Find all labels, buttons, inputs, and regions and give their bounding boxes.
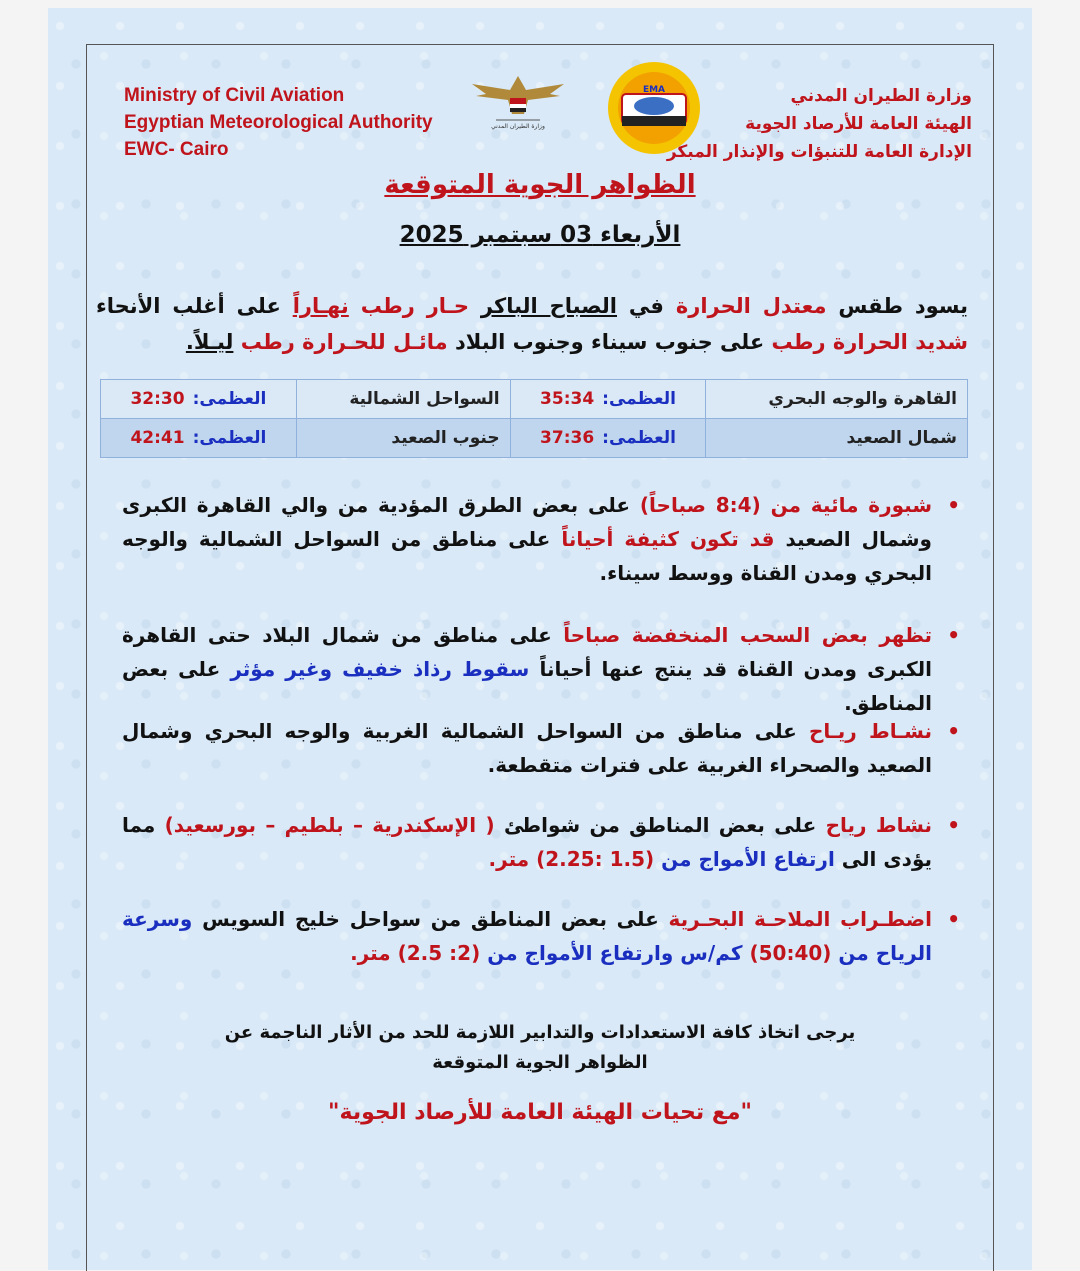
item-text: على مناطق من السواحل الشمالية والوجه البحري ومدن القناة ووسط سيناء. (122, 527, 932, 585)
item-highlight: تظهر بعض السحب المنخفضة صباحاً (563, 623, 932, 647)
max-temp-value: 35:34 (540, 389, 595, 409)
bullet-dot-icon: • (947, 813, 960, 837)
item-highlight: متر. (350, 941, 391, 965)
english-header (124, 82, 433, 163)
intro-highlight: مائـل للحـرارة رطب (240, 330, 448, 354)
list-item-navigation (122, 902, 960, 970)
item-highlight: قد تكون كثيفة أحياناً (561, 527, 775, 551)
max-label: العظمى: (192, 428, 267, 448)
bullet-dot-icon: • (947, 623, 960, 647)
max-label: العظمى: (192, 389, 267, 409)
general-weather-paragraph (96, 288, 968, 360)
item-text: على بعض المناطق من شواطئ (503, 813, 817, 837)
bulletin-title: الظواهر الجوية المتوقعة (384, 170, 696, 200)
max-temp-value: 37:36 (540, 428, 595, 448)
list-item-fog (122, 488, 960, 590)
max-temp-cell (510, 419, 706, 458)
intro-highlight: نهـاراً (292, 294, 349, 318)
arabic-header (667, 82, 972, 166)
eagle-logo-caption: وزارة الطيران المدني (491, 123, 545, 130)
authority-name-ar: الهيئة العامة للأرصاد الجوية (745, 114, 972, 134)
region-name: القاهرة والوجه البحري (706, 380, 968, 419)
closing-line: يرجى اتخاذ كافة الاستعدادات والتدابير اللازمة للحد من الأثار الناجمة عن (224, 1022, 856, 1043)
department-name-ar: الإدارة العامة للتنبؤات والإنذار المبكر (666, 142, 972, 162)
item-text: على بعض المناطق من سواحل خليج السويس (202, 907, 659, 931)
intro-underlined: ليـلاً. (185, 330, 234, 354)
item-highlight: نشاط رياح (825, 813, 932, 837)
item-highlight-blue: ارتفاع الأمواج من (661, 847, 835, 871)
intro-text: على أغلب الأنحاء (96, 294, 281, 318)
item-highlight: (1.5 :2.25) (536, 847, 655, 871)
intro-highlight: حـار رطب (360, 294, 470, 318)
item-highlight: ( الإسكندرية – بلطيم – بورسعيد) (164, 813, 495, 837)
closing-note (0, 1018, 1080, 1078)
ministry-name-ar: وزارة الطيران المدني (790, 86, 972, 106)
bullet-dot-icon: • (947, 493, 960, 517)
list-item-winds (122, 714, 960, 782)
intro-highlight: معتدل الحرارة (675, 294, 827, 318)
max-temp-value: 42:41 (130, 428, 185, 448)
max-temp-cell (510, 380, 706, 419)
civil-aviation-eagle-logo (466, 68, 570, 136)
item-highlight: نشـاط ريـاح (809, 719, 932, 743)
max-temp-cell (101, 380, 297, 419)
table-row (101, 419, 968, 458)
region-name: السواحل الشمالية (296, 380, 510, 419)
item-highlight: شبورة مائية من (8:4 صباحاً) (639, 493, 932, 517)
item-highlight-blue: كم/س وارتفاع الأمواج من (487, 941, 743, 965)
item-highlight: متر. (488, 847, 530, 871)
intro-underlined: الصباح الباكر (480, 294, 618, 318)
list-item-low-clouds (122, 618, 960, 720)
max-temperature-table (100, 379, 968, 458)
intro-text: في (628, 294, 664, 318)
bullet-dot-icon: • (947, 719, 960, 743)
bullet-dot-icon: • (947, 907, 960, 931)
greeting: "مع تحيات الهيئة العامة للأرصاد الجوية" (328, 1100, 752, 1125)
center-name-en: EWC- Cairo (124, 139, 229, 160)
item-text: على بعض الطرق المؤدية من والي القاهرة الكبرى وشمال الصعيد (122, 493, 932, 551)
closing-line: الظواهر الجوية المتوقعة (432, 1052, 648, 1073)
item-highlight: (50:40) (749, 941, 832, 965)
max-label: العظمى: (602, 389, 676, 409)
item-highlight-blue: وسرعة الرياح من (122, 907, 932, 965)
max-label: العظمى: (602, 428, 676, 448)
item-text: على مناطق من شمال البلاد حتى القاهرة الكبرى ومدن القناة قد ينتج عنها أحياناً (122, 623, 932, 681)
intro-highlight: شديد الحرارة رطب (771, 330, 968, 354)
item-highlight-blue: سقوط رذاذ خفيف وغير مؤثر (230, 657, 530, 681)
table-row (101, 380, 968, 419)
bulletin-date: الأربعاء 03 سبتمبر 2025 (399, 222, 681, 248)
intro-text: على جنوب سيناء وجنوب البلاد (454, 330, 765, 354)
max-temp-cell (101, 419, 297, 458)
list-item-coastal-winds (122, 808, 960, 876)
region-name: شمال الصعيد (706, 419, 968, 458)
max-temp-value: 32:30 (130, 389, 185, 409)
authority-name-en: Egyptian Meteorological Authority (124, 112, 433, 133)
intro-text: يسود طقس (838, 294, 969, 318)
ema-logo-text: EMA (642, 85, 666, 95)
item-highlight: اضطـراب الملاحـة البحـرية (668, 907, 932, 931)
item-text: مما يؤدى الى (122, 813, 932, 871)
item-text: على مناطق من السواحل الشمالية الغربية والوجه البحري وشمال الصعيد والصحراء الغربية على فترات متقطعة. (122, 719, 932, 777)
region-name: جنوب الصعيد (296, 419, 510, 458)
item-highlight: (2: 2.5) (397, 941, 481, 965)
item-text: على بعض المناطق. (122, 657, 932, 715)
ministry-name-en: Ministry of Civil Aviation (124, 85, 345, 106)
